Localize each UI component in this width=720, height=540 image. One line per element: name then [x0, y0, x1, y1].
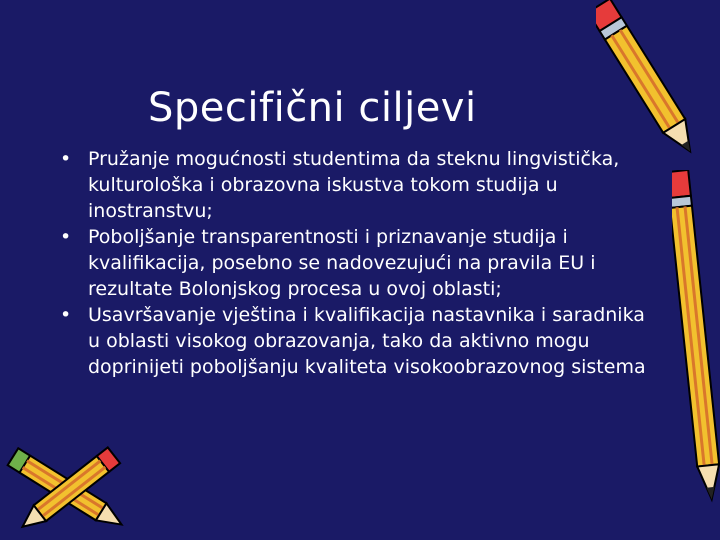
bullet-text: Pružanje mogućnosti studentima da steknu lingvistička, kulturološka i obrazovna iskustva tokom studija u inostranstvu;: [88, 148, 620, 222]
bullet-list: [60, 146, 660, 380]
pencils-icon: [0, 430, 140, 540]
bullet-marker: •: [60, 304, 72, 326]
bullet-marker: •: [60, 226, 72, 248]
pencil-icon: [596, 0, 706, 170]
pencil-icon: [672, 170, 720, 510]
bullet-text: Poboljšanje transparentnosti i priznavanje studija i kvalifikacija, posebno se nadovezujući na pravila EU i rezultate Bolonjskog procesa u ovoj oblasti;: [88, 226, 596, 300]
bullet-text: Usavršavanje vještina i kvalifikacija nastavnika i saradnika u oblasti visokog obrazovanja, tako da aktivno mogu doprinijeti poboljšanju kvaliteta visokoobrazovnog sistema: [88, 304, 646, 378]
list-item: [60, 302, 660, 380]
bullet-marker: •: [60, 148, 72, 170]
slide-title: Specifični ciljevi: [148, 85, 477, 131]
list-item: [60, 224, 660, 302]
list-item: [60, 146, 660, 224]
